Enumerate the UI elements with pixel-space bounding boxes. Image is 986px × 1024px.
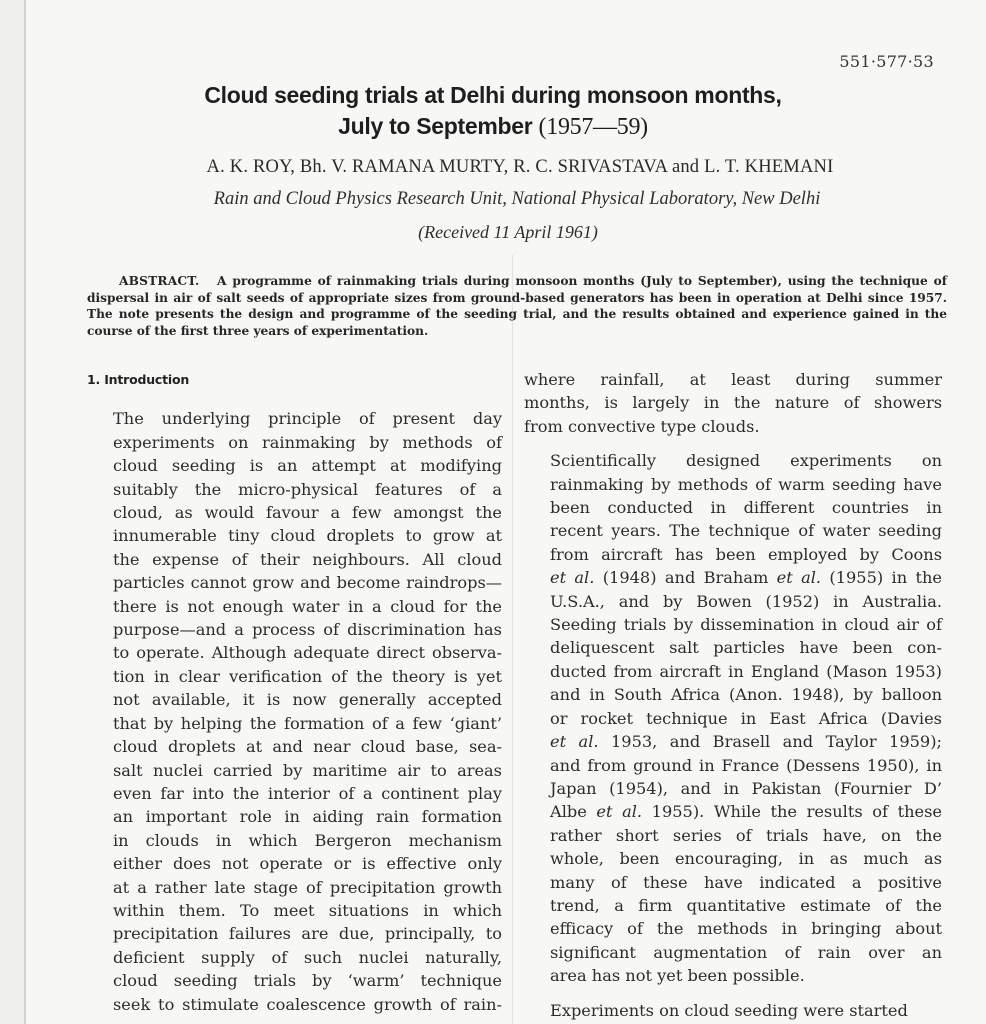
text-line: ducted from aircraft in England (Mason 1953) — [550, 661, 942, 681]
text-line: and from ground in France (Dessens 1950), in — [550, 755, 942, 775]
text-line: deficient supply of such nuclei naturally, — [113, 947, 502, 967]
page-margin-shade — [0, 0, 24, 1024]
text-line: cloud droplets at and near cloud base, sea- — [113, 737, 502, 757]
text-line: many of these have indicated a positive — [550, 872, 942, 892]
intro-paragraph-1 — [87, 407, 502, 1016]
text-line: at a rather late stage of precipitation growth — [113, 877, 502, 897]
text-line: rather short series of trials have, on the — [550, 825, 942, 845]
text-line: and in South Africa (Anon. 1948), by balloon — [550, 685, 942, 705]
text-line: either does not operate or is effective only — [113, 854, 502, 874]
text-line: The underlying principle of present day — [113, 409, 502, 429]
intro-paragraph-1-continued — [524, 368, 942, 438]
text-line: the expense of their neighbours. All cloud — [113, 549, 502, 569]
text-line: recent years. The technique of water seeding — [550, 521, 942, 541]
text-line: efficacy of the methods in bringing about — [550, 919, 942, 939]
abstract-label: ABSTRACT. — [119, 274, 200, 288]
title-line-2-text: July to September — [338, 113, 539, 139]
text-line: et al. 1953, and Brasell and Taylor 1959); — [550, 732, 942, 752]
text-line: cloud, as would favour a few amongst the — [113, 503, 502, 523]
right-column — [524, 368, 942, 1022]
text-line: precipitation failures are due, principally, to — [113, 924, 502, 944]
intro-paragraph-2 — [524, 449, 942, 987]
text-line: salt nuclei carried by maritime air to areas — [113, 760, 502, 780]
text-line: from convective type clouds. — [524, 416, 760, 436]
intro-paragraph-3-partial — [524, 999, 942, 1022]
received-date: (Received 11 April 1961) — [418, 222, 598, 242]
text-line: cloud seeding trials by ‘warm’ technique — [113, 971, 502, 991]
text-line: months, is largely in the nature of showers — [524, 393, 942, 413]
text-line: significant augmentation of rain over an — [550, 942, 942, 962]
text-line: trend, a firm quantitative estimate of the — [550, 895, 942, 915]
text-line: or rocket technique in East Africa (Davies — [550, 708, 942, 728]
text-line: tion in clear verification of the theory is yet — [113, 666, 502, 686]
text-line: that by helping the formation of a few ‘giant’ — [113, 713, 502, 733]
text-line: from aircraft has been employed by Coons — [550, 544, 942, 564]
text-line: Japan (1954), and in Pakistan (Fournier D’ — [550, 778, 942, 798]
text-line: cloud seeding is an attempt at modifying — [113, 456, 502, 476]
paper-title — [0, 80, 986, 143]
text-line: within them. To meet situations in which — [113, 900, 502, 920]
udc-classification-number: 551·577·53 — [839, 52, 934, 71]
text-line: experiments on rainmaking by methods of — [113, 432, 502, 452]
text-line: Scientifically designed experiments on — [550, 451, 942, 471]
page-edge-line — [24, 0, 26, 1024]
text-line: whole, been encouraging, in as much as — [550, 849, 942, 869]
text-line: there is not enough water in a cloud for the — [113, 596, 502, 616]
italic-et-al: et al. — [550, 732, 599, 752]
italic-et-al: et al. — [776, 568, 822, 588]
affiliation: Rain and Cloud Physics Research Unit, National Physical Laboratory, New Delhi — [213, 189, 821, 209]
text-line: not available, it is now generally accepted — [113, 690, 502, 710]
text-line: been conducted in different countries in — [550, 498, 942, 518]
left-column — [87, 368, 502, 1016]
text-line: Seeding trials by dissemination in cloud air of — [550, 615, 942, 635]
text-line: suitably the micro-physical features of a — [113, 479, 502, 499]
text-line: where rainfall, at least during summer — [524, 370, 942, 389]
text-line: in clouds in which Bergeron mechanism — [113, 830, 502, 850]
text-line: particles cannot grow and become raindrops— — [113, 573, 502, 593]
section-heading-introduction: 1. Introduction — [87, 372, 190, 387]
column-gutter — [512, 255, 513, 1024]
text-line: et al. (1948) and Braham et al. (1955) in the — [550, 568, 942, 588]
title-year-range: (1957—59) — [538, 114, 648, 140]
text-line: Albe et al. 1955). While the results of these — [550, 802, 942, 822]
text-line: Experiments on cloud seeding were started — [550, 1000, 908, 1020]
text-line: an important role in aiding rain formation — [113, 807, 502, 827]
abstract — [87, 273, 947, 339]
title-line-1: Cloud seeding trials at Delhi during monsoon months, — [204, 82, 782, 108]
text-line: even far into the interior of a continent play — [113, 783, 502, 803]
text-line: to operate. Although adequate direct observa- — [113, 643, 502, 663]
text-line: U.S.A., and by Bowen (1952) in Australia. — [550, 591, 942, 611]
italic-et-al: et al. — [550, 568, 595, 588]
text-line: deliquescent salt particles have been con- — [550, 638, 942, 658]
author-list: A. K. ROY, Bh. V. RAMANA MURTY, R. C. SRIVASTAVA and L. T. KHEMANI — [206, 157, 834, 177]
text-line: purpose—and a process of discrimination has — [113, 620, 502, 640]
text-line: rainmaking by methods of warm seeding have — [550, 474, 942, 494]
text-line: innumerable tiny cloud droplets to grow at — [113, 526, 502, 546]
text-line: seek to stimulate coalescence growth of rain- — [113, 994, 502, 1014]
italic-et-al: et al. — [596, 802, 643, 822]
text-line: area has not yet been possible. — [550, 966, 805, 986]
abstract-text: A programme of rainmaking trials during monsoon months (July to September), using the technique of dispersal in air of salt seeds of appropriate sizes from ground-based generators has been in operation at Delhi since 1957. The note presents the design and programme of the seeding trial, and the results obtained and experience gained in the course of the first three years of experimentation. — [87, 274, 947, 338]
title-line-2 — [0, 111, 986, 143]
